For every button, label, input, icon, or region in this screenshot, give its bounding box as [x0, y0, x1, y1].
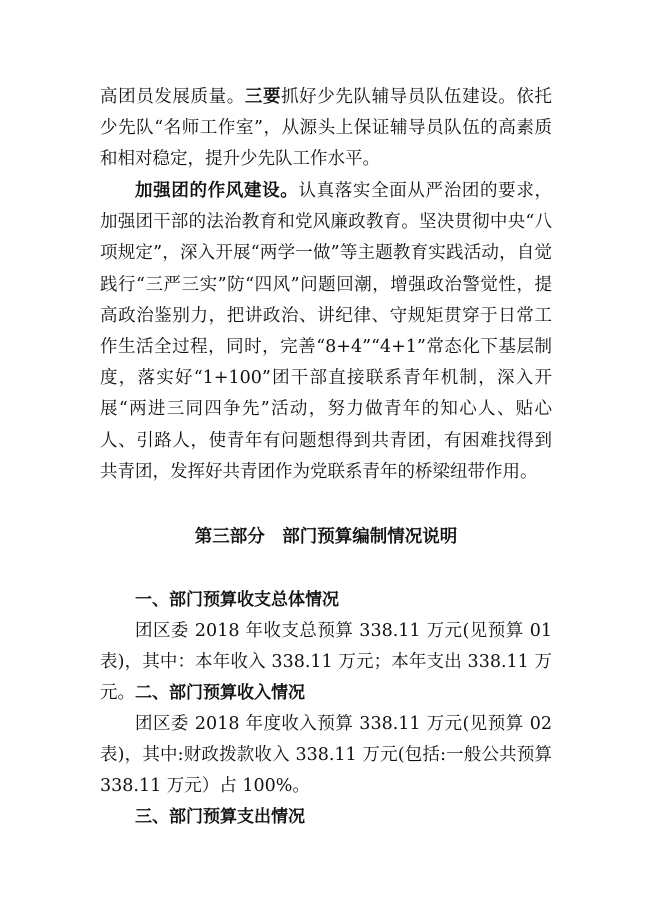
paragraph-text: 抓好少先队辅导员队伍建设。依托少先队“名师工作室”，从源头上保证辅导员队伍的高素质和相对稳定，提升少先队工作水平。 — [100, 87, 553, 170]
section-heading: 二、部门预算收入情况 — [135, 683, 305, 703]
paragraph-youth-pioneer — [100, 82, 552, 176]
part-title: 第三部分 部门预算编制情况说明 — [194, 527, 458, 547]
section-heading: 三、部门预算支出情况 — [135, 807, 305, 827]
emphasis-san-yao: 三要 — [244, 87, 282, 107]
section-body: 团区委 2018 年收支总预算 338.11 万元(见预算 01 表)，其中：本年收入 338.11 万元；本年支出 338.11 万元。 — [100, 621, 552, 704]
paragraph-text: 认真落实全面从严治团的要求，加强团干部的法治教育和党风廉政教育。坚决贯彻中央“八项规定”，深入开展“两学一做”等主题教育实践活动，自觉践行“三严三实”防“四风”问题回潮，增强政治警觉性，提高政治鉴别力，把讲政治、讲纪律、守规矩贯穿于日常工作生活全过程，同时，完善“8+4”“4+1”常态化下基层制度，落实好“1+100”团干部直接联系青年机制，深入开展“两进三同四争先”活动，努力做青年的知心人、贴心人、引路人，使青年有问题想得到共青团，有困难找得到共青团，发挥好共青团作为党联系青年的桥梁纽带作用。 — [100, 181, 553, 482]
emphasis-work-style: 加强团的作风建设。 — [135, 181, 299, 201]
paragraph-text: 高团员发展质量。 — [100, 87, 245, 107]
section-body: 团区委 2018 年度收入预算 338.11 万元(见预算 02 表)，其中:财政拨款收入 338.11 万元(包括:一般公共预算 338.11 万元）占 100%。 — [100, 714, 552, 797]
section-heading: 一、部门预算收支总体情况 — [135, 590, 339, 610]
paragraph-work-style — [100, 176, 552, 488]
